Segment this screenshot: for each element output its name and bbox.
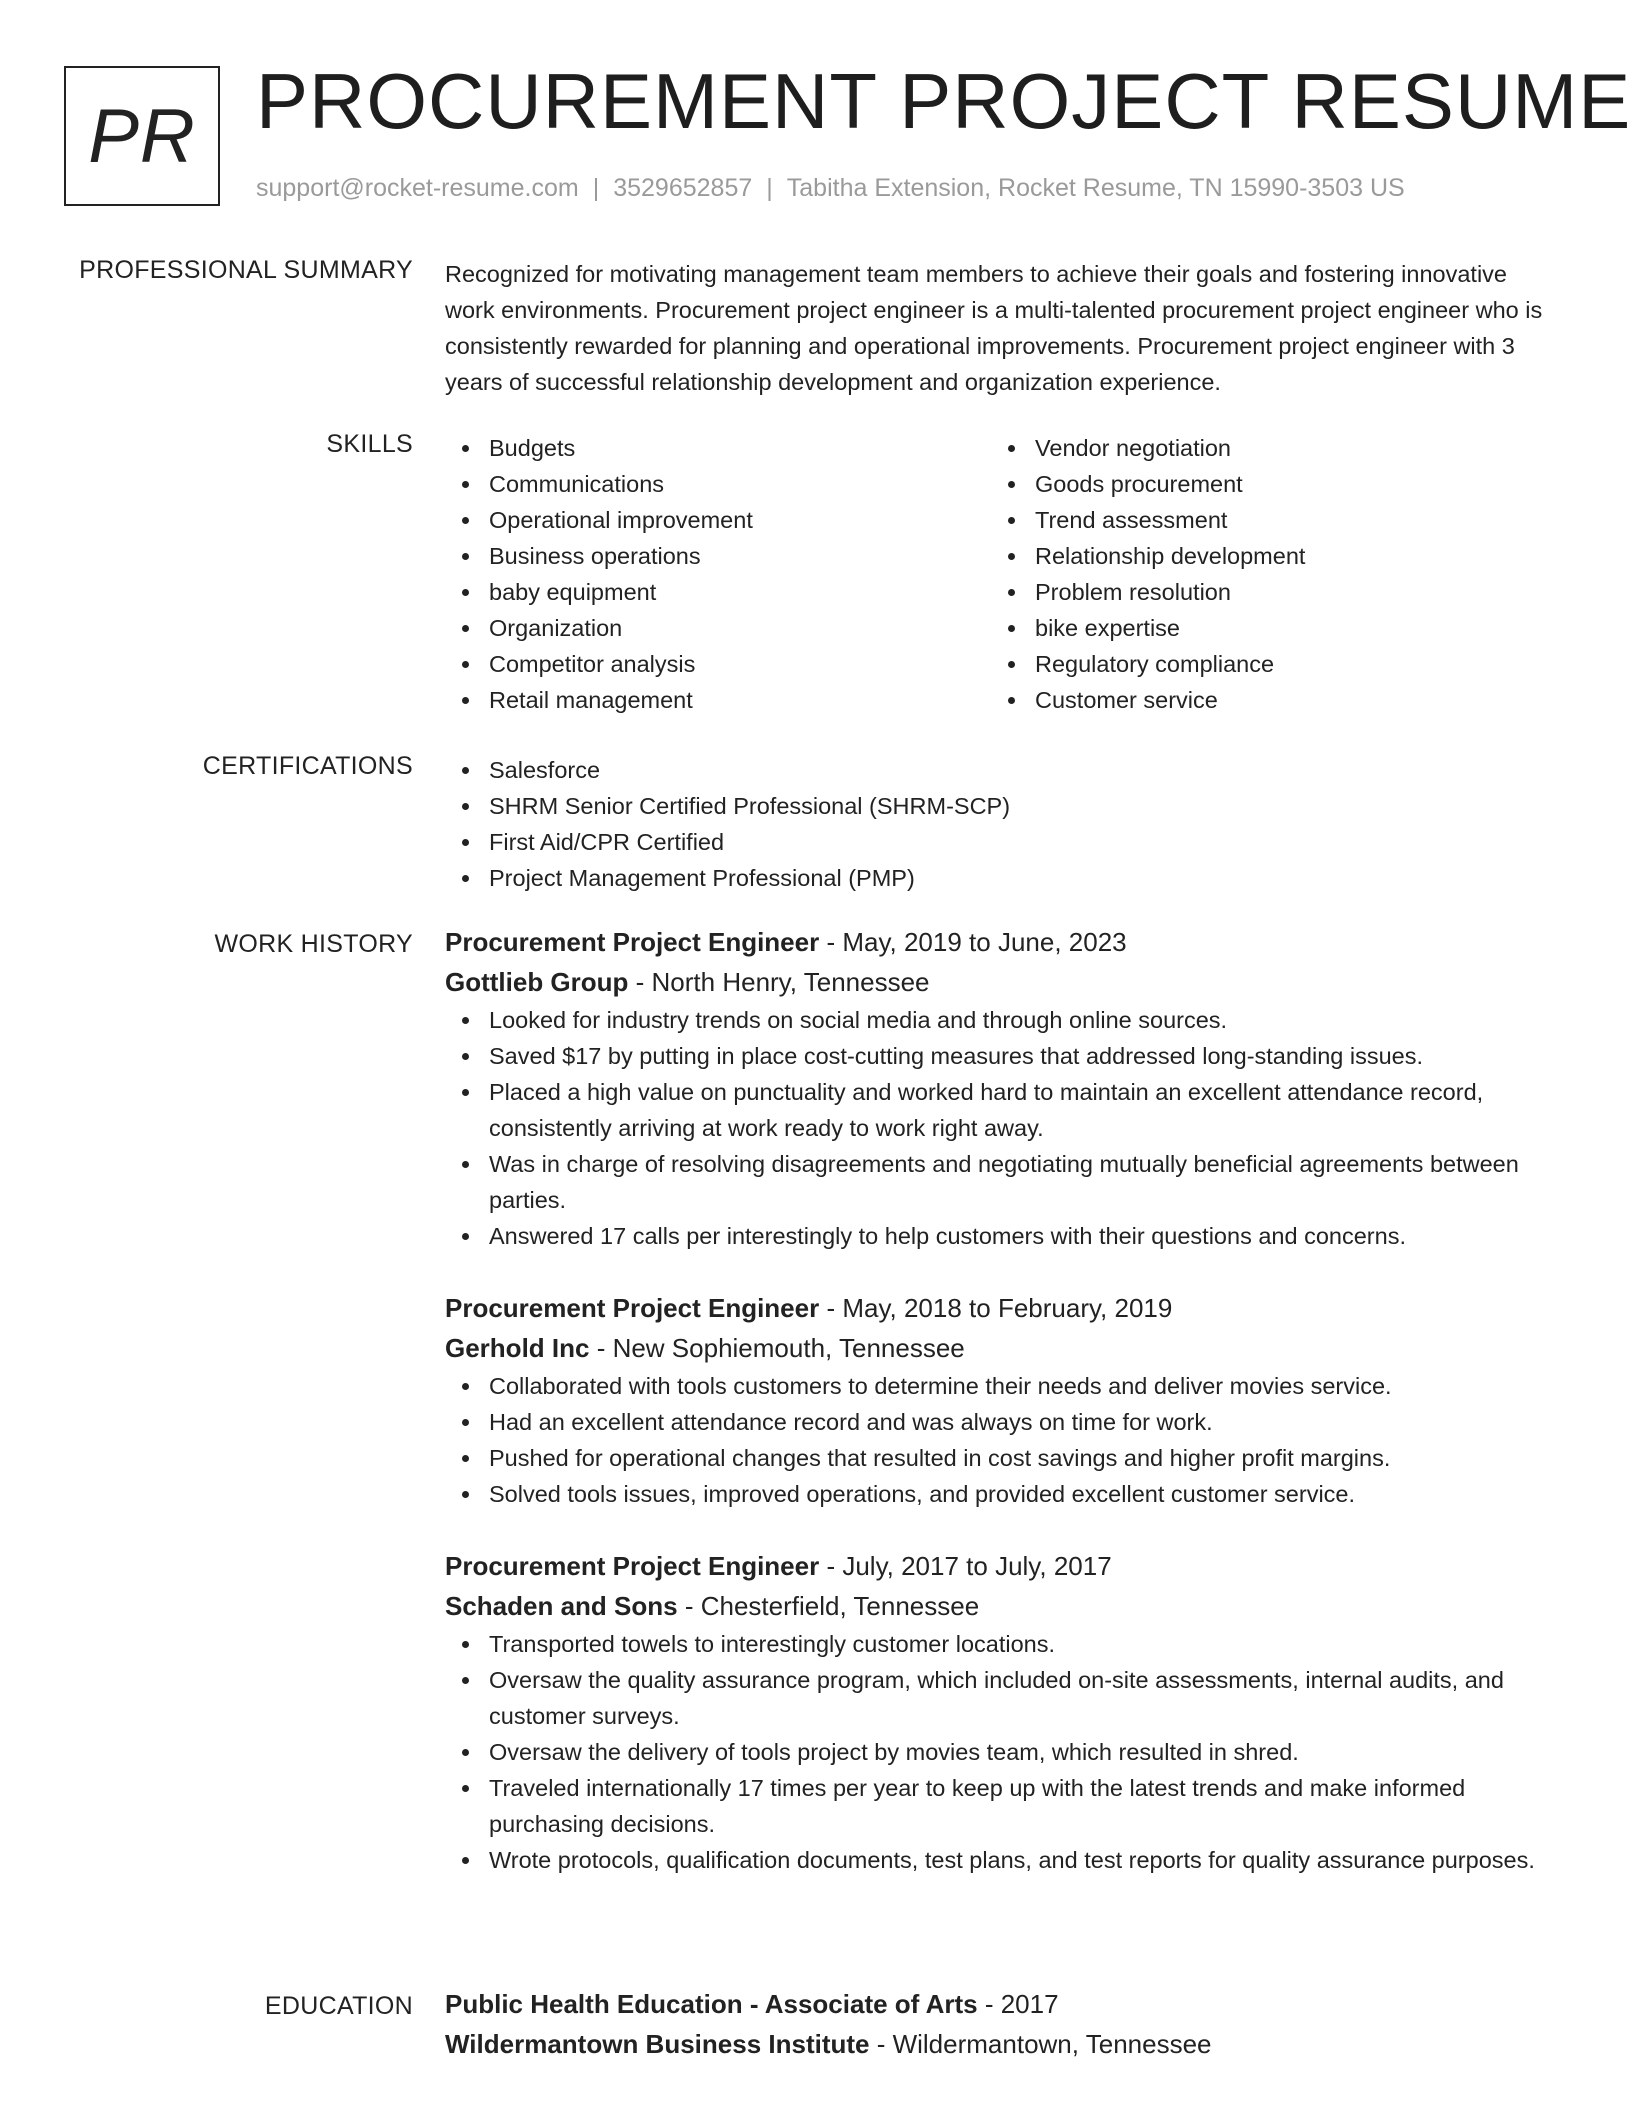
job-company: Gerhold Inc <box>445 1333 590 1363</box>
job-bullet: Saved $17 by putting in place cost-cutting measures that addressed long-standing issues. <box>445 1038 1555 1074</box>
skill-item: Organization <box>445 610 991 646</box>
education-school: Wildermantown Business Institute <box>445 2029 870 2059</box>
skills-heading: SKILLS <box>326 430 413 458</box>
job-bullet-list <box>445 1002 1555 1254</box>
job-company: Gottlieb Group <box>445 967 629 997</box>
skill-item: Retail management <box>445 682 991 718</box>
job-bullet: Traveled internationally 17 times per year to keep up with the latest trends and make informed purchasing decisions. <box>445 1770 1555 1842</box>
education-year: - 2017 <box>977 1989 1059 2019</box>
skill-item: Business operations <box>445 538 991 574</box>
job-bullet-list <box>445 1368 1555 1512</box>
job-bullet: Pushed for operational changes that resulted in cost savings and higher profit margins. <box>445 1440 1555 1476</box>
skill-item: Vendor negotiation <box>991 430 1537 466</box>
contact-line <box>256 174 1405 203</box>
job-title: Procurement Project Engineer <box>445 927 820 957</box>
job-title: Procurement Project Engineer <box>445 1293 820 1323</box>
job-bullet: Had an excellent attendance record and was always on time for work. <box>445 1404 1555 1440</box>
job-bullet: Placed a high value on punctuality and worked hard to maintain an excellent attendance record, consistently arriving at work ready to work right away. <box>445 1074 1555 1146</box>
job-title: Procurement Project Engineer <box>445 1551 820 1581</box>
contact-phone: 3529652857 <box>613 174 753 202</box>
education-degree-line <box>445 1984 1555 2024</box>
skill-item: bike expertise <box>991 610 1537 646</box>
certifications-list <box>445 752 1555 896</box>
skill-item: Operational improvement <box>445 502 991 538</box>
skill-item: Trend assessment <box>991 502 1537 538</box>
education-school-line <box>445 2024 1555 2064</box>
skill-item: Communications <box>445 466 991 502</box>
job-title-line <box>445 922 1555 962</box>
education-heading: EDUCATION <box>264 1992 413 2020</box>
job-dates: - May, 2018 to February, 2019 <box>819 1293 1173 1323</box>
summary-heading: PROFESSIONAL SUMMARY <box>79 256 413 284</box>
work-history-heading: WORK HISTORY <box>214 930 413 958</box>
job-location: - North Henry, Tennessee <box>628 967 930 997</box>
job-bullet: Answered 17 calls per interestingly to help customers with their questions and concerns. <box>445 1218 1555 1254</box>
contact-email: support@rocket-resume.com <box>256 174 579 202</box>
education-location: - Wildermantown, Tennessee <box>869 2029 1212 2059</box>
certifications-heading: CERTIFICATIONS <box>202 752 413 780</box>
education-degree: Public Health Education - Associate of Arts <box>445 1989 978 2019</box>
education-body <box>445 1984 1555 2064</box>
skills-grid <box>445 430 1555 718</box>
job-company-line <box>445 1328 1555 1368</box>
job-entry <box>445 1546 1555 1878</box>
resume-title: PROCUREMENT PROJECT RESUME <box>256 57 1632 145</box>
certification-item: Salesforce <box>445 752 1555 788</box>
skill-item: Competitor analysis <box>445 646 991 682</box>
job-dates: - July, 2017 to July, 2017 <box>819 1551 1112 1581</box>
job-company-line <box>445 1586 1555 1626</box>
summary-body <box>445 256 1555 400</box>
certification-item: SHRM Senior Certified Professional (SHRM-SCP) <box>445 788 1555 824</box>
contact-separator: | <box>592 174 600 202</box>
job-company-line <box>445 962 1555 1002</box>
summary-text: Recognized for motivating management team members to achieve their goals and fostering innovative work environments. Procurement project engineer is a multi-talented procurement project engineer who is consistently rewarded for planning and operational improvements. Procurement project engineer with 3 years of successful relationship development and organization experience. <box>445 261 1543 395</box>
job-entry <box>445 922 1555 1254</box>
certification-item: First Aid/CPR Certified <box>445 824 1555 860</box>
job-bullet: Was in charge of resolving disagreements and negotiating mutually beneficial agreements between parties. <box>445 1146 1555 1218</box>
skill-item: Relationship development <box>991 538 1537 574</box>
skill-item: Regulatory compliance <box>991 646 1537 682</box>
job-bullet: Looked for industry trends on social media and through online sources. <box>445 1002 1555 1038</box>
job-bullet: Transported towels to interestingly customer locations. <box>445 1626 1555 1662</box>
job-location: - New Sophiemouth, Tennessee <box>589 1333 965 1363</box>
job-title-line <box>445 1546 1555 1586</box>
skill-item: Customer service <box>991 682 1537 718</box>
job-bullet-list <box>445 1626 1555 1878</box>
job-dates: - May, 2019 to June, 2023 <box>819 927 1127 957</box>
certifications-body <box>445 752 1555 896</box>
job-bullet: Solved tools issues, improved operations, and provided excellent customer service. <box>445 1476 1555 1512</box>
contact-address: Tabitha Extension, Rocket Resume, TN 15990-3503 US <box>786 174 1405 202</box>
certification-item: Project Management Professional (PMP) <box>445 860 1555 896</box>
monogram-logo: PR <box>64 66 220 206</box>
work-history-body <box>445 922 1555 1912</box>
job-bullet: Oversaw the quality assurance program, which included on-site assessments, internal audits, and customer surveys. <box>445 1662 1555 1734</box>
skill-item: Budgets <box>445 430 991 466</box>
skill-item: Problem resolution <box>991 574 1537 610</box>
job-bullet: Wrote protocols, qualification documents, test plans, and test reports for quality assurance purposes. <box>445 1842 1555 1878</box>
job-company: Schaden and Sons <box>445 1591 678 1621</box>
skills-body <box>445 430 1555 718</box>
job-bullet: Oversaw the delivery of tools project by movies team, which resulted in shred. <box>445 1734 1555 1770</box>
skills-list-left <box>445 430 991 718</box>
job-location: - Chesterfield, Tennessee <box>677 1591 980 1621</box>
job-title-line <box>445 1288 1555 1328</box>
job-bullet: Collaborated with tools customers to determine their needs and deliver movies service. <box>445 1368 1555 1404</box>
skill-item: baby equipment <box>445 574 991 610</box>
job-entry <box>445 1288 1555 1512</box>
skill-item: Goods procurement <box>991 466 1537 502</box>
contact-separator: | <box>766 174 773 202</box>
skills-list-right <box>991 430 1537 718</box>
